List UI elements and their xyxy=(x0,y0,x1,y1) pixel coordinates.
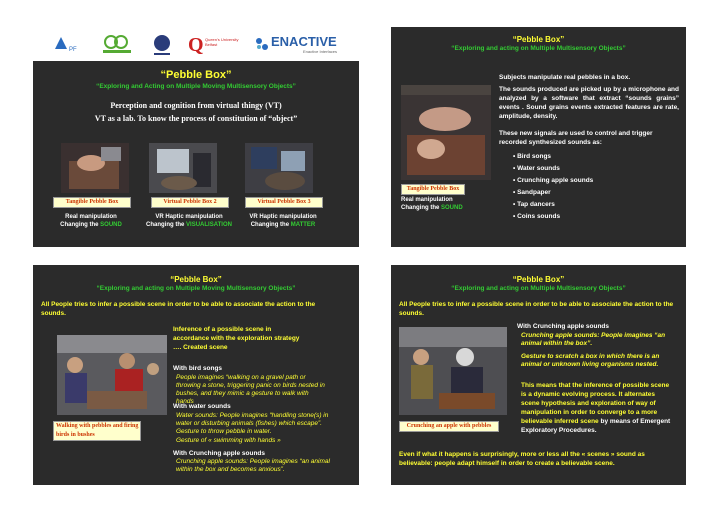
slide1-subtitle: “Exploring and Acting on Multiple Moving Multisensory Objects” xyxy=(96,83,296,90)
slide3-title: “Pebble Box” xyxy=(170,275,222,284)
list-item: • Bird songs xyxy=(513,153,552,160)
label-virtual-pebble-box-3: Virtual Pebble Box 3 xyxy=(245,197,323,208)
caption-highlight: MATTER xyxy=(290,222,316,228)
sound-list xyxy=(513,151,673,223)
svg-text:Belfast: Belfast xyxy=(205,42,218,47)
label-tangible-pebble-box: Tangible Pebble Box xyxy=(401,184,465,195)
logo-strip xyxy=(33,27,359,61)
text-water-1: Water sounds: People imagines “handling stone(s) in water or disturbing animals (fishes) which escape”. xyxy=(176,412,329,427)
caption-line-1: VR Haptic manipulation xyxy=(155,214,223,220)
caption-virtual-3 xyxy=(239,213,327,229)
slide3-inference: Inference of a possible scene in accordance with the exploration strategy …. Created scene xyxy=(173,326,300,351)
slide2-para-1: Subjects manipulate real pebbles in a box. xyxy=(499,74,631,81)
caption-line-2 xyxy=(45,221,137,229)
caption-pre: Changing the xyxy=(401,205,441,211)
slide2-title: “Pebble Box” xyxy=(512,35,565,44)
caption-virtual-2 xyxy=(139,213,239,229)
enactive-wordmark: ENACTIVE xyxy=(271,34,337,49)
slide4-intro: All People tries to infer a possible scene in order to be able to associate the action to the sounds. xyxy=(399,301,674,317)
text-crunching: Crunching apple sounds: People imagines “an animal within the box”. xyxy=(521,332,666,347)
text-water-2: Gesture to throw pebble in water. xyxy=(176,428,272,435)
text-bird-songs: People imagines “walking on a gravel path or throwing a stone, triggering panic on birds nested in bushes, and they mimic a gesture to walk with hands xyxy=(176,374,325,405)
photo-virtual-box-3 xyxy=(245,143,313,193)
caption-line-2 xyxy=(401,204,491,212)
slide1-heading-2: VT as a lab. To know the process of constitution of “object” xyxy=(94,114,298,123)
photo-walking-pebbles xyxy=(57,335,167,415)
photo-virtual-box-2 xyxy=(149,143,217,193)
svg-text:Queen's University: Queen's University xyxy=(205,37,239,42)
caption-tangible xyxy=(45,213,137,229)
slide2-subtitle: “Exploring and acting on Multiple Multisensory Objects” xyxy=(451,45,626,52)
text-gesture: Gesture to scratch a box in which there is an animal or unknown living organisms nested. xyxy=(521,353,660,368)
slide3-intro: All People tries to infer a possible scene in order to be able to associate the action to the sounds. xyxy=(41,301,316,317)
logo-2 xyxy=(99,33,135,55)
slide-3 xyxy=(33,265,359,485)
text-crunching: Crunching apple sounds: People imagines “an animal within the box and becomes anxious”. xyxy=(176,458,330,473)
photo-crunching-apple xyxy=(399,327,507,415)
caption-line-1: VR Haptic manipulation xyxy=(249,214,317,220)
label-walking-pebbles: Walking with pebbles and firing birds in bushes xyxy=(53,421,141,441)
slide1-heading-1: Perception and cognition from virtual thingy (VT) xyxy=(110,101,282,110)
slide-2 xyxy=(391,27,686,247)
logo-1 xyxy=(53,35,85,55)
caption xyxy=(401,196,491,212)
list-item: • Crunching apple sounds xyxy=(513,177,594,184)
label-crunching-apple: Crunching an apple with pebbles xyxy=(399,421,499,432)
caption-pre: Changing the xyxy=(146,222,187,228)
slide-4 xyxy=(391,265,686,485)
caption-highlight: SOUND xyxy=(100,222,122,228)
enactive-subtitle: Enactive Interfaces xyxy=(303,49,338,54)
logo-3 xyxy=(149,32,175,58)
label-virtual-pebble-box-2: Virtual Pebble Box 2 xyxy=(151,197,229,208)
list-item: • Water sounds xyxy=(513,165,560,172)
slide2-para-2: The sounds produced are picked up by a microphone and analyzed by a software that extract “sounds grains” events . Sound grains events extracted features are rate, amplitude, density. xyxy=(499,86,679,120)
caption-pre: Changing the xyxy=(60,222,101,228)
list-item: • Sandpaper xyxy=(513,189,551,196)
heading-crunching: With Crunching apple sounds xyxy=(173,450,266,457)
heading-water-sounds: With water sounds xyxy=(173,403,231,410)
caption-line-1: Real manipulation xyxy=(65,214,117,220)
main-text-part-1: This means that the inference of possible scene is a dynamic evolving process. It alternates scene hypothesis and exploration of way of manipulation in order to converge to a more believable inferred scene xyxy=(521,382,670,425)
slide2-para-3: These new signals are used to control and trigger recorded synthesized sounds as: xyxy=(499,130,653,146)
list-item: • Tap dancers xyxy=(513,201,555,208)
slide4-title: “Pebble Box” xyxy=(512,275,565,284)
slide4-footer: Even if what it happens is surprisingly, more or less all the « scenes » sound as believable: people adapt himself in order to create a believable scene. xyxy=(399,451,645,467)
caption-line-1: Real manipulation xyxy=(401,197,453,203)
caption-line-2 xyxy=(239,221,327,229)
label-tangible-pebble-box: Tangible Pebble Box xyxy=(53,197,131,208)
heading-bird-songs: With bird songs xyxy=(173,365,223,372)
logo-enactive xyxy=(251,33,351,57)
svg-text:PF: PF xyxy=(69,47,77,53)
caption-pre: Changing the xyxy=(250,222,291,228)
photo-tangible-box xyxy=(401,85,491,180)
slide4-main-text xyxy=(521,381,671,435)
slide3-subtitle: “Exploring and acting on Multiple Moving Multisensory Objects” xyxy=(96,285,296,292)
main-text-part-2: by means of Emergent Exploratory Procedures. xyxy=(521,418,671,434)
text-water-3: Gesture of « swimming with hands » xyxy=(176,437,281,444)
svg-text:Q: Q xyxy=(188,34,204,56)
slide1-title: “Pebble Box” xyxy=(160,69,232,81)
caption-highlight: VISUALISATION xyxy=(186,222,232,228)
caption-line-2 xyxy=(139,221,239,229)
slide-1 xyxy=(33,27,359,247)
list-item: • Coins sounds xyxy=(513,213,561,220)
logo-queens xyxy=(188,31,243,57)
photo-tangible-box xyxy=(61,143,129,193)
caption-highlight: SOUND xyxy=(441,205,463,211)
slide4-subtitle: “Exploring and acting on Multiple Multisensory Objects” xyxy=(451,285,626,292)
heading-crunching: With Crunching apple sounds xyxy=(517,323,610,330)
